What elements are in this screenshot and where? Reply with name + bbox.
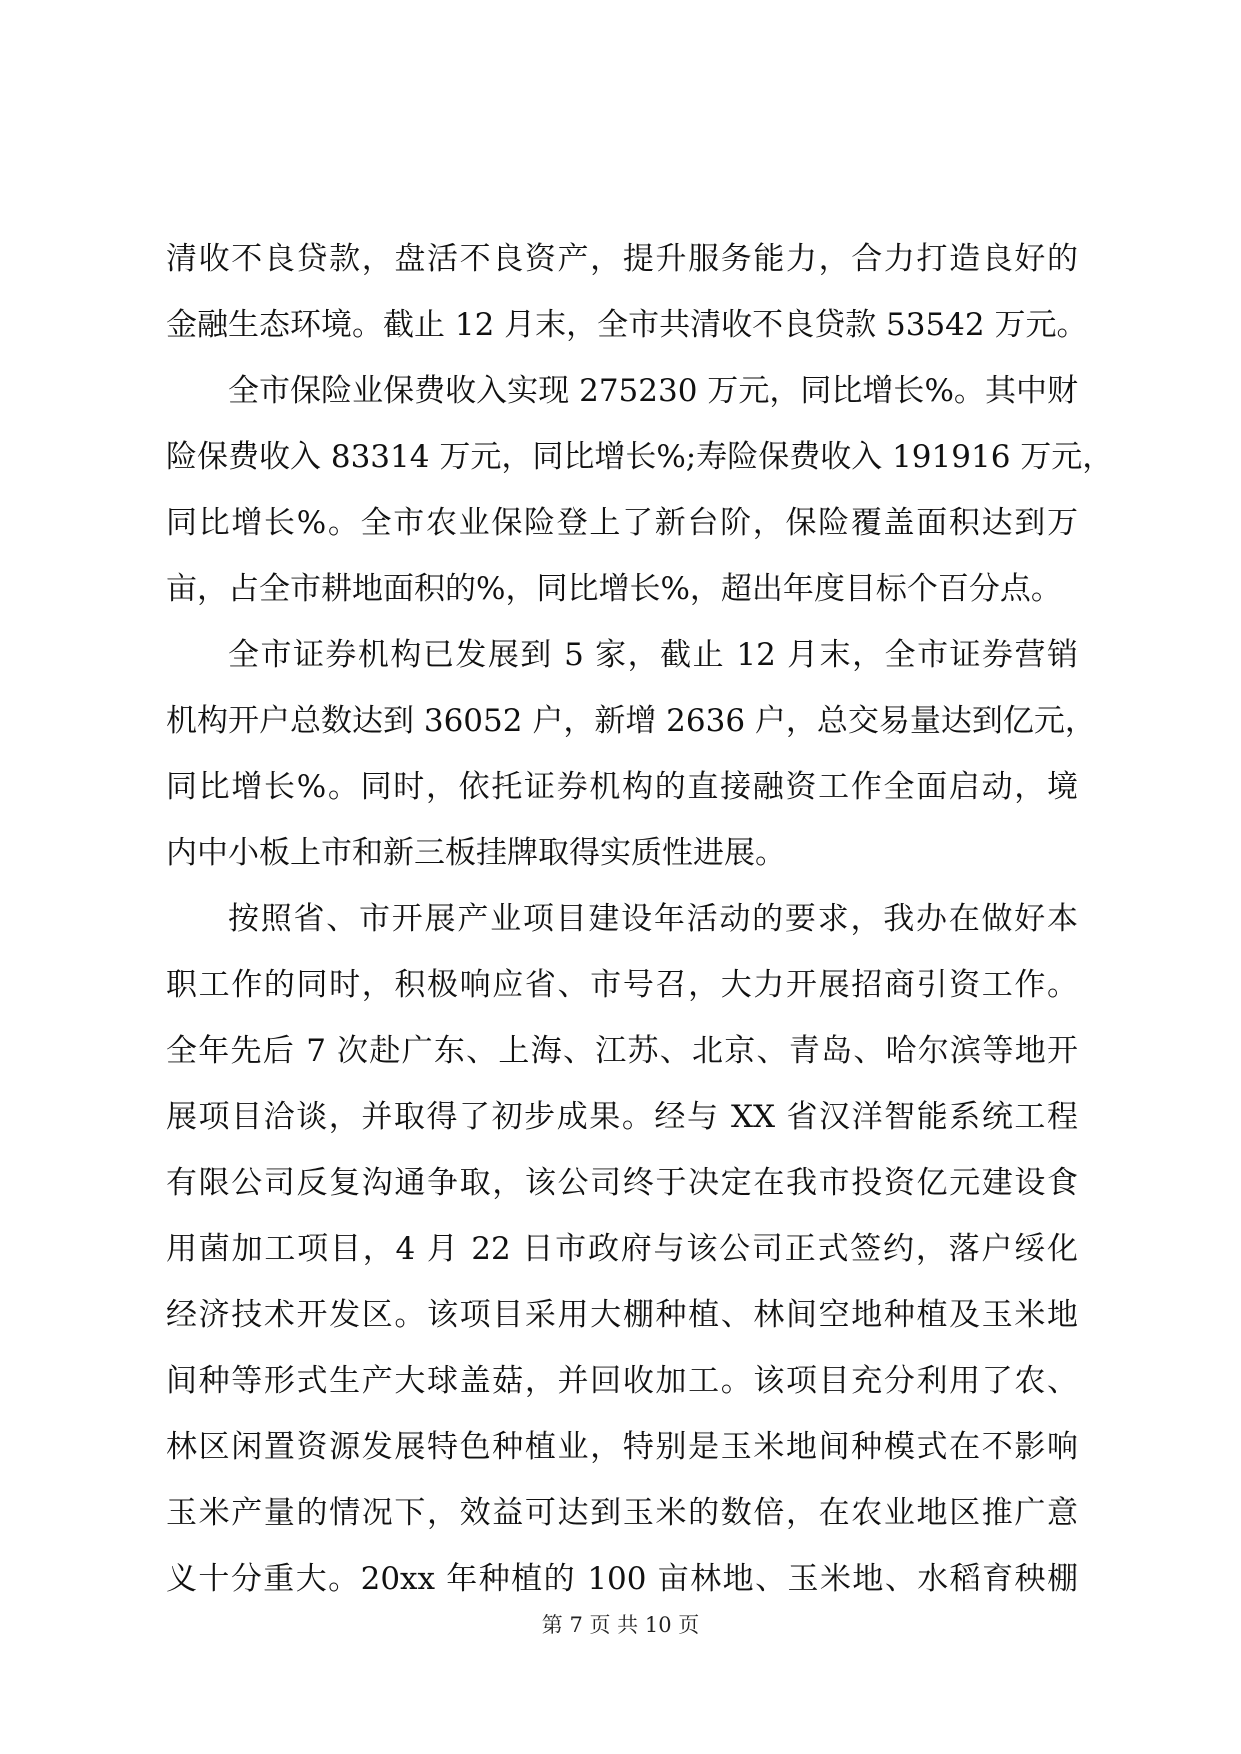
- text-line: 全市保险业保费收入实现 275230 万元，同比增长%。其中财: [228, 373, 1078, 409]
- text-line: 清收不良贷款，盘活不良资产，提升服务能力，合力打造良好的: [166, 241, 1078, 277]
- text-line: 险保费收入 83314 万元，同比增长%;寿险保费收入 191916 万元，: [166, 439, 1114, 475]
- document-body: [166, 226, 1114, 1612]
- text-line: 金融生态环境。截止 12 月末，全市共清收不良贷款 53542 万元。: [166, 307, 1088, 343]
- text-line: 有限公司反复沟通争取，该公司终于决定在我市投资亿元建设食: [166, 1165, 1078, 1201]
- text-line: 用菌加工项目，4 月 22 日市政府与该公司正式签约，落户绥化: [166, 1231, 1078, 1267]
- text-line: 同比增长%。全市农业保险登上了新台阶，保险覆盖面积达到万: [166, 505, 1078, 541]
- text-line: 经济技术开发区。该项目采用大棚种植、林间空地种植及玉米地: [166, 1297, 1078, 1333]
- text-line: 职工作的同时，积极响应省、市号召，大力开展招商引资工作。: [166, 967, 1078, 1003]
- text-line: 义十分重大。20xx 年种植的 100 亩林地、玉米地、水稻育秧棚: [166, 1561, 1078, 1597]
- text-line: 全年先后 7 次赴广东、上海、江苏、北京、青岛、哈尔滨等地开: [166, 1033, 1078, 1069]
- text-line: 间种等形式生产大球盖菇，并回收加工。该项目充分利用了农、: [166, 1363, 1078, 1399]
- text-line: 按照省、市开展产业项目建设年活动的要求，我办在做好本: [228, 901, 1078, 937]
- text-line: 同比增长%。同时，依托证券机构的直接融资工作全面启动，境: [166, 769, 1078, 805]
- text-line: 展项目洽谈，并取得了初步成果。经与 XX 省汉洋智能系统工程: [166, 1099, 1078, 1135]
- text-line: 机构开户总数达到 36052 户，新增 2636 户，总交易量达到亿元，: [166, 703, 1096, 739]
- text-line: 林区闲置资源发展特色种植业，特别是玉米地间种模式在不影响: [166, 1429, 1078, 1465]
- text-line: 全市证券机构已发展到 5 家，截止 12 月末，全市证券营销: [228, 637, 1078, 673]
- page-footer: 第 7 页 共 10 页: [541, 1613, 700, 1637]
- text-line: 内中小板上市和新三板挂牌取得实质性进展。: [166, 835, 786, 871]
- text-line: 亩，占全市耕地面积的%，同比增长%，超出年度目标个百分点。: [166, 571, 1062, 607]
- text-line: 玉米产量的情况下，效益可达到玉米的数倍，在农业地区推广意: [166, 1495, 1078, 1531]
